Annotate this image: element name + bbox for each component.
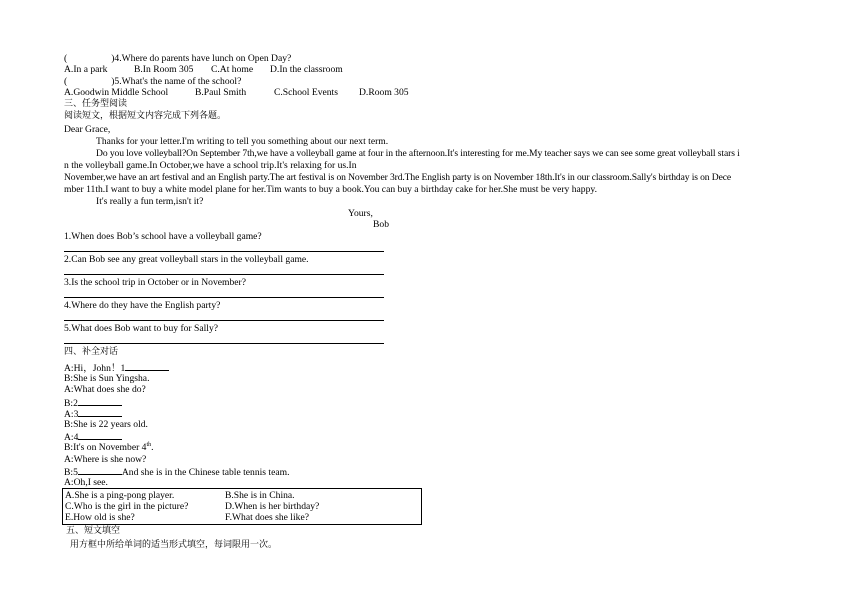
dialogue-b-5-suffix: And she is in the Chinese table tennis team. (121, 467, 290, 478)
section5-heading: 五、短文填空 (66, 526, 121, 536)
dialogue-a-3-label: A:3 (64, 409, 79, 420)
mc-question-5 (64, 76, 241, 87)
letter-paragraph-3-line-1: November,we have an art festival and an English party.The art festival is on November 3rd.The English party is on November 18th.It's in our classroom.Sally's birthday is on Dece (64, 172, 731, 183)
letter-paragraph-4: It's really a fun term,isn't it? (96, 196, 204, 207)
mc-q5-option-a: A.Goodwin Middle School (64, 87, 169, 98)
answer-line-4[interactable] (64, 320, 384, 321)
mc-q5-option-d: D.Room 305 (359, 87, 409, 98)
reading-question-1: 1.When does Bob’s school have a volleyball game? (64, 231, 262, 242)
reading-question-5: 5.What does Bob want to buy for Sally? (64, 323, 219, 334)
reading-question-3: 3.Is the school trip in October or in November? (64, 277, 246, 288)
dialogue-line-6: B:She is 22 years old. (64, 419, 148, 430)
mc-q4-option-d: D.In the classroom (270, 64, 343, 75)
mc-q4-option-a: A.In a park (64, 64, 108, 75)
dialogue-line-3: A:What does she do? (64, 384, 146, 395)
letter-greeting: Dear Grace, (64, 124, 111, 135)
dialogue-options-box (62, 488, 422, 525)
dialogue-blank-4[interactable] (78, 430, 122, 440)
dialogue-option-f: F.What does she like? (225, 512, 309, 523)
mc-q5-option-b: B.Paul Smith (195, 87, 247, 98)
mc-q4-option-c: C.At home (211, 64, 254, 75)
dialogue-b-date: B:It's on November 4 (64, 442, 147, 453)
letter-paragraph-2-line-1: Do you love volleyball?On September 7th,we have a volleyball game at four in the afternoon.It's interesting for me.My teacher says we can see some great volleyball stars i (96, 148, 740, 159)
mc-q5-paren: ( (64, 76, 68, 87)
dialogue-blank-5[interactable] (78, 465, 122, 475)
dialogue-b-2-label: B:2 (64, 398, 78, 409)
letter-paragraph-3-line-2: mber 11th.I want to buy a white model plane for her.Tim wants to buy a book.You can buy a birthday cake for her.She must be very happy. (64, 184, 597, 195)
section4-heading: 四、补全对话 (64, 347, 119, 357)
dialogue-a-greeting: A:Hi，John！1 (64, 363, 126, 374)
section5-instruction: 用方框中所给单词的适当形式填空，每词限用一次。 (70, 540, 278, 550)
dialogue-line-8 (64, 442, 154, 453)
dialogue-blank-3[interactable] (78, 407, 122, 417)
dialogue-a-4-label: A:4 (64, 432, 79, 443)
letter-paragraph-1: Thanks for your letter.I'm writing to tell you something about our next term. (96, 136, 389, 147)
mc-q4-text: )4.Where do parents have lunch on Open Day? (111, 53, 292, 64)
mc-question-4 (64, 53, 291, 64)
answer-line-5[interactable] (64, 343, 384, 344)
dialogue-line-9: A:Where is she now? (64, 454, 147, 465)
dialogue-blank-2[interactable] (78, 396, 122, 406)
reading-question-4: 4.Where do they have the English party? (64, 300, 221, 311)
dialogue-blank-1[interactable] (125, 361, 169, 371)
letter-signature: Bob (373, 219, 389, 230)
dialogue-line-2: B:She is Sun Yingsha. (64, 373, 150, 384)
section3-instruction: 阅读短文，根据短文内容完成下列各题。 (64, 111, 227, 121)
dialogue-option-a: A.She is a ping-pong player. (65, 490, 175, 501)
mc-q5-text: )5.What's the name of the school? (111, 76, 242, 87)
dialogue-option-e: E.How old is she? (65, 512, 135, 523)
mc-q4-option-b: B.In Room 305 (134, 64, 194, 75)
dialogue-date-period: . (151, 442, 154, 453)
mc-q4-options (64, 64, 343, 75)
dialogue-option-d: D.When is her birthday? (225, 501, 320, 512)
answer-line-1[interactable] (64, 251, 384, 252)
mc-q4-paren: ( (64, 53, 68, 64)
mc-q5-option-c: C.School Events (274, 87, 338, 98)
dialogue-option-b: B.She is in China. (225, 490, 295, 501)
letter-closing: Yours, (348, 208, 373, 219)
dialogue-line-11: A:Oh,I see. (64, 477, 108, 488)
reading-question-2: 2.Can Bob see any great volleyball stars in the volleyball game. (64, 254, 309, 265)
dialogue-b-5-label: B:5 (64, 467, 78, 478)
section3-heading: 三、任务型阅读 (64, 99, 128, 109)
dialogue-option-c: C.Who is the girl in the picture? (65, 501, 189, 512)
letter-paragraph-2-line-2: n the volleyball game.In October,we have a school trip.It's relaxing for us.In (64, 160, 357, 171)
dialogue-date-superscript: th (146, 441, 152, 448)
answer-line-2[interactable] (64, 274, 384, 275)
mc-q5-options (64, 87, 409, 98)
answer-line-3[interactable] (64, 297, 384, 298)
